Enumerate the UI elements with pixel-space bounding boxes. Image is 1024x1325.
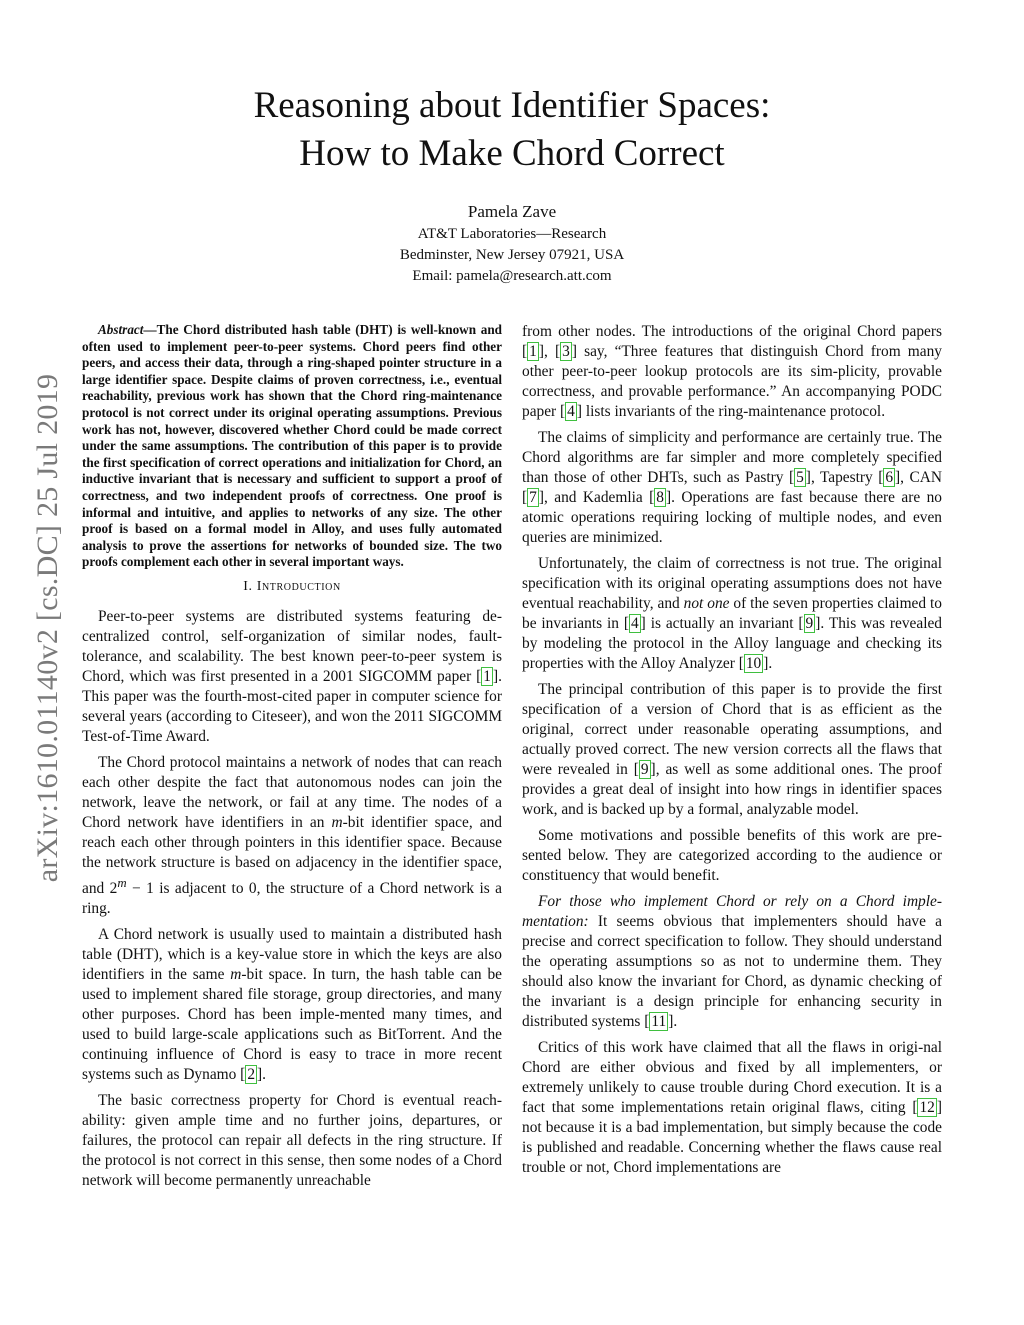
citation-link[interactable]: 11: [651, 1013, 667, 1030]
text-run: Unfortunately, the claim of correctness is not true. The original specification with its original operating assumptions does not have eventual reachability, and: [522, 555, 942, 612]
math-expression: 2: [109, 880, 118, 898]
text-run: The principal contribution of this paper is to provide the first specification of a version of Chord that is as efficient as the original, correct under reasonable operating assumptions, and actually proved correct. The new version corrects all the flaws that were revealed in: [522, 681, 942, 778]
text-run: . Operations are fast because there are no atomic operations requiring locking of multiple nodes, and even queries are minimized.: [522, 489, 942, 546]
title-line-1: Reasoning about Identifier Spaces:: [253, 85, 771, 126]
abstract-dash: —: [143, 322, 157, 337]
paragraph: Critics of this work have claimed that all the flaws in origi-nal Chord are either obvious and fixed by all implementers, or extremely unlikely to cause trouble during Chord execution. It is a fact that some implementations retain original flaws, citing [ 12 ] not because it is a bad implementation, but simply because the code is published and readable. Concerning whether the flaws cause real trouble or not, Chord implementations are: [522, 1039, 942, 1176]
text-run: .: [262, 1066, 267, 1084]
text-run: It seems obvious that implementers should have a precise and correct specification to follow. They should understand the operating assumptions so as not to undermine them. They should also know the invariant for Chord, as dynamic checking of the invariant is a design principle for enhancing security in distributed systems: [522, 913, 942, 1030]
left-column: [82, 322, 502, 1197]
citation-link[interactable]: 6: [885, 469, 894, 486]
author-address: Bedminster, New Jersey 07921, USA: [399, 247, 625, 263]
section-heading-introduction: [82, 577, 502, 597]
title-line-2: How to Make Chord Correct: [299, 133, 725, 174]
text-run: The basic correctness property for Chord is eventual reach-ability: given ample time and no further joins, departures, or failures, the protocol can repair all defects in the ring structure. If the protocol is not correct in this sense, then some nodes of a Chord network will become permanently unreachable: [82, 1092, 502, 1190]
text-run: Some motivations and possible benefits of this work are pre-sented below. They are categorized according to the audience or constituency that would benefit.: [522, 827, 942, 884]
citation-link[interactable]: 9: [805, 615, 814, 632]
text-run: .: [768, 655, 773, 672]
math-expression: − 1: [126, 880, 154, 898]
text-run: say, “Three features that distinguish Chord from many other peer-to-peer lookup protocols are its sim-plicity, provable correctness, and provable performance.” An accompanying PODC paper: [522, 343, 942, 420]
paragraph: Peer-to-peer systems are distributed systems featuring de-centralized control, self-organization of similar nodes, fault-tolerance, and scalability. The best known peer-to-peer system is Chord, which was first presented in a 2001 SIGCOMM paper [ 1 ]. This paper was the fourth-most-cited paper in computer science for several years (according to Citeseer), and won the 2011 SIGCOMM Test-of-Time Award.: [82, 607, 502, 745]
arxiv-identifier: arXiv:1610.01140v2 [cs.DC] 25 Jul 2019: [31, 373, 64, 883]
text-run: ,: [543, 343, 555, 360]
citation-link[interactable]: 1: [483, 667, 491, 685]
abstract-text: The Chord distributed hash table (DHT) is well-known and often used to implement peer-to-peer systems. Chord peers find other peers, and access their data, through a ring-shaped pointer structure in a large identifier space. Despite claims of proven correctness, i.e., eventual reachability, previous work has shown that the Chord ring-maintenance protocol is not correct under its original operating assumptions. Previous work has not, however, discovered whether Chord could be made correct under the same assumptions. The contribution of this paper is to provide the first specification of correct operations and initialization for Chord, an inductive invariant that is necessary and sufficient to support a proof of correctness, and two independent proofs of correctness. One proof is informal and intuitive, and applies to networks of any size. The other proof is based on a formal model in Alloy, and uses fully automated analysis to prove the assertions for networks of bounded size. The two proofs complement each other in several important ways.: [82, 322, 502, 570]
author-name: Pamela Zave: [467, 202, 557, 221]
text-run: The claims of simplicity and performance are certainly true. The Chord algorithms are far simpler and more completely specified than those of other DHTs, such as Pastry: [522, 429, 942, 486]
paragraph: A Chord network is usually used to maintain a distributed hash table (DHT), which is a key-value store in which the keys are also identifiers in the same m-bit space. In turn, the hash table can be used to implement shared file storage, group directories, and many other purposes. Chord has been imple-mented many times, and used to build large-scale applications such as BitTorrent. And the continuing influence of Chord is easy to trace in more recent systems such as Dynamo [ 2 ].: [82, 926, 502, 1084]
author-email: Email: pamela@research.att.com: [412, 268, 612, 284]
text-run: is adjacent to 0, the structure of a Chord network is a ring.: [82, 880, 502, 918]
emphasis: For those who implement Chord or rely on a Chord imple-mentation:: [522, 893, 942, 930]
math-variable: m: [230, 966, 242, 984]
right-column: [522, 322, 942, 1184]
abstract-label: Abstract: [98, 322, 144, 337]
text-run: A Chord network is usually used to maintain a distributed hash table (DHT), which is a key-value store in which the keys are also identifiers in the same: [82, 926, 502, 984]
citation-link[interactable]: 4: [630, 615, 639, 632]
section-title: Introduction: [256, 578, 341, 594]
text-run: .: [673, 1013, 678, 1030]
text-run: . This was revealed by modeling the protocol in the Alloy language and checking its properties with the Alloy Analyzer: [522, 615, 943, 672]
citation-link[interactable]: 9: [640, 761, 649, 778]
text-run: Critics of this work have claimed that all the flaws in origi-nal Chord are either obvious and fixed by all implementers, or extremely unlikely to cause trouble during Chord execution. It is a fact that some implementations retain original flaws, citing: [522, 1039, 942, 1116]
paragraph: from other nodes. The introductions of the original Chord papers [ 1 ], [ 3 ] say, “Three features that distinguish Chord from many other peer-to-peer lookup protocols are its sim-plicity, provable correctness, and provable performance.” An accompanying PODC paper [ 4 ] lists invariants of the ring-maintenance protocol.: [522, 323, 942, 420]
paragraph: For those who implement Chord or rely on a Chord imple-mentation: It seems obvious that implementers should have a precise and correct specification to follow. They should understand the operating assumptions so as not to undermine them. They should also know the invariant for Chord, as dynamic checking of the invariant is a design principle for enhancing security in distributed systems [ 11 ].: [522, 893, 942, 1030]
text-run: from other nodes. The introductions of the original Chord papers: [522, 323, 942, 340]
text-run: is actually an invariant: [645, 615, 799, 632]
author-block: [0, 200, 1024, 287]
text-run: , and Kademlia: [543, 489, 650, 506]
text-run: not because it is a bad implementation, but simply because the code is published and readable. Concerning whether the flaws cause real trouble or not, Chord implementations are: [522, 1119, 942, 1176]
citation-link[interactable]: 3: [562, 343, 570, 360]
abstract: [82, 322, 502, 571]
emphasis: not one: [683, 595, 730, 612]
citation-link[interactable]: 7: [529, 489, 537, 506]
text-run: The Chord protocol maintains a network of nodes that can reach each other despite the fact that autonomous nodes can join the network, leave the network, or fail at any time. The nodes of a Chord network have identifiers in an: [82, 753, 502, 831]
citation-link[interactable]: 12: [919, 1099, 935, 1116]
section-number: I.: [243, 578, 253, 594]
math-variable: m: [331, 813, 343, 831]
paragraph: The claims of simplicity and performance are certainly true. The Chord algorithms are far simpler and more completely specified than those of other DHTs, such as Pastry [ 5 ], Tapestry [ 6 ], CAN [ 7 ], and Kademlia [ 8 ]. Operations are fast because there are no atomic operations requiring locking of multiple nodes, and even queries are minimized.: [522, 429, 942, 546]
citation-link[interactable]: 4: [567, 403, 575, 420]
text-run: , Tapestry: [810, 469, 879, 486]
text-run: . This paper was the fourth-most-cited paper in computer science for several years (according to Citeseer), and won the 2011 SIGCOMM Test-of-Time Award.: [82, 667, 502, 745]
text-run: -bit identifier space, and reach each other through pointers in this identifier space. Because the network structure is based on adjacency in the identifier space, and: [82, 813, 502, 898]
paper-title: [0, 82, 1024, 178]
math-superscript: m: [117, 875, 127, 890]
text-run: Peer-to-peer systems are distributed systems featuring de-centralized control, self-organization of similar nodes, fault-tolerance, and scalability. The best known peer-to-peer system is Chord, which was first presented in a 2001 SIGCOMM paper: [82, 607, 502, 685]
text-run: , CAN: [900, 469, 942, 486]
text-run: of the seven properties claimed to be invariants in: [522, 595, 942, 632]
paragraph: [82, 1091, 502, 1191]
citation-link[interactable]: 10: [745, 655, 762, 672]
text-run: , as well as some additional ones. The proof provides a great deal of insight into how rings in identifier spaces work, and is backed up by a formal, analyzable model.: [522, 761, 942, 818]
author-affiliation: AT&T Laboratories—Research: [417, 226, 607, 242]
paragraph: The principal contribution of this paper is to provide the first specification of a version of Chord that is as efficient as the original, correct under reasonable operating assumptions, and actually proved correct. The new version corrects all the flaws that were revealed in [ 9 ], as well as some additional ones. The proof provides a great deal of insight into how rings in identifier spaces work, and is backed up by a formal, analyzable model.: [522, 681, 942, 818]
paragraph: [522, 826, 942, 886]
text-run: lists invariants of the ring-maintenance protocol.: [582, 403, 886, 420]
citation-link[interactable]: 5: [796, 469, 804, 486]
paragraph: [82, 753, 502, 919]
citation-link[interactable]: 8: [656, 489, 664, 506]
citation-link[interactable]: 1: [529, 343, 537, 360]
text-run: -bit space. In turn, the hash table can be used to implement shared file storage, group directories, and many other purposes. Chord has been imple-mented many times, and used to build large-scale applications such as BitTorrent. And the continuing influence of Chord is easy to trace in more recent systems such as Dynamo: [82, 966, 502, 1084]
citation-link[interactable]: 2: [247, 1066, 256, 1084]
paragraph: Unfortunately, the claim of correctness is not true. The original specification with its original operating assumptions does not have eventual reachability, and not one of the seven properties claimed to be invariants in [ 4 ] is actually an invariant [ 9 ]. This was revealed by modeling the protocol in the Alloy language and checking its properties with the Alloy Analyzer [ 10 ].: [522, 555, 943, 672]
